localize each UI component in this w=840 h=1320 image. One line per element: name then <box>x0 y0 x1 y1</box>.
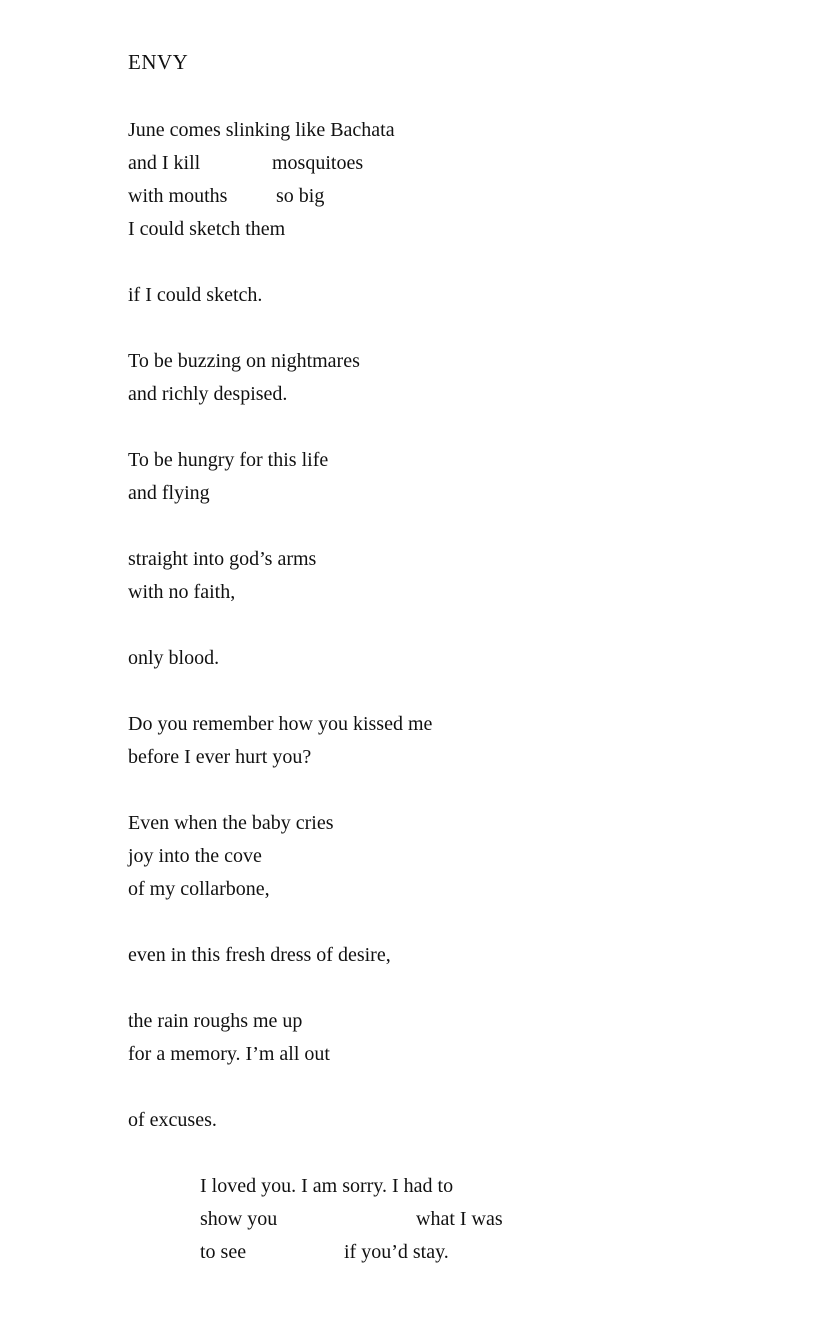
stanza <box>128 543 768 609</box>
line-segment: show you <box>200 1208 278 1230</box>
line-segment: I could sketch them <box>128 218 286 240</box>
stanza <box>128 1005 768 1071</box>
line-segment: and I kill <box>128 152 201 174</box>
line-segment: To be hungry for this life <box>128 449 329 471</box>
line-segment: mosquitoes <box>272 152 364 174</box>
poem-line <box>128 1104 768 1137</box>
stanza <box>128 708 768 774</box>
line-segment: if I could sketch. <box>128 284 263 306</box>
poem-line <box>128 147 768 180</box>
line-segment: joy into the cove <box>128 845 262 867</box>
poem-line <box>128 741 768 774</box>
line-segment: June comes slinking like Bachata <box>128 119 395 141</box>
line-segment: Do you remember how you kissed me <box>128 713 433 735</box>
poem-line <box>128 345 768 378</box>
line-segment: before I ever hurt you? <box>128 746 312 768</box>
poem-line <box>128 213 768 246</box>
line-segment: of my collarbone, <box>128 878 270 900</box>
poem-title: ENVY <box>128 50 189 74</box>
poem-line <box>128 114 768 147</box>
stanza <box>128 642 768 675</box>
poem-line <box>128 807 768 840</box>
indented-stanza <box>128 1170 768 1269</box>
line-segment: Even when the baby cries <box>128 812 334 834</box>
line-segment: To be buzzing on nightmares <box>128 350 360 372</box>
poem-line <box>128 873 768 906</box>
stanza <box>128 1104 768 1137</box>
stanza <box>128 114 768 246</box>
stanza <box>128 279 768 312</box>
line-segment: the rain roughs me up <box>128 1010 303 1032</box>
line-segment: straight into god’s arms <box>128 548 317 570</box>
poem-line <box>128 1038 768 1071</box>
poem-line <box>128 444 768 477</box>
line-segment: of excuses. <box>128 1109 217 1131</box>
line-segment: so big <box>276 185 325 207</box>
poem-line <box>200 1170 768 1203</box>
stanza <box>128 444 768 510</box>
poem-body <box>128 114 768 1302</box>
poem-line <box>200 1236 768 1269</box>
poem-line <box>128 1005 768 1038</box>
line-segment: only blood. <box>128 647 220 669</box>
line-segment: and flying <box>128 482 210 504</box>
poem-line <box>128 279 768 312</box>
line-segment: I loved you. I am sorry. I had to <box>200 1175 454 1197</box>
line-segment: to see <box>200 1241 247 1263</box>
poem-line <box>200 1203 768 1236</box>
poem-line <box>128 708 768 741</box>
line-segment: with no faith, <box>128 581 236 603</box>
line-segment: what I was <box>416 1208 503 1230</box>
stanza <box>128 807 768 906</box>
stanza <box>128 939 768 972</box>
poem-line <box>128 378 768 411</box>
line-segment: and richly despised. <box>128 383 288 405</box>
poem-line <box>128 642 768 675</box>
poem-line <box>128 477 768 510</box>
poem-line <box>128 939 768 972</box>
poem-line <box>128 840 768 873</box>
line-segment: for a memory. I’m all out <box>128 1043 330 1065</box>
line-segment: if you’d stay. <box>344 1241 449 1263</box>
line-segment: even in this fresh dress of desire, <box>128 944 391 966</box>
stanza <box>128 345 768 411</box>
poem-line <box>128 576 768 609</box>
line-segment: with mouths <box>128 185 228 207</box>
poem-line <box>128 180 768 213</box>
poem-line <box>128 543 768 576</box>
